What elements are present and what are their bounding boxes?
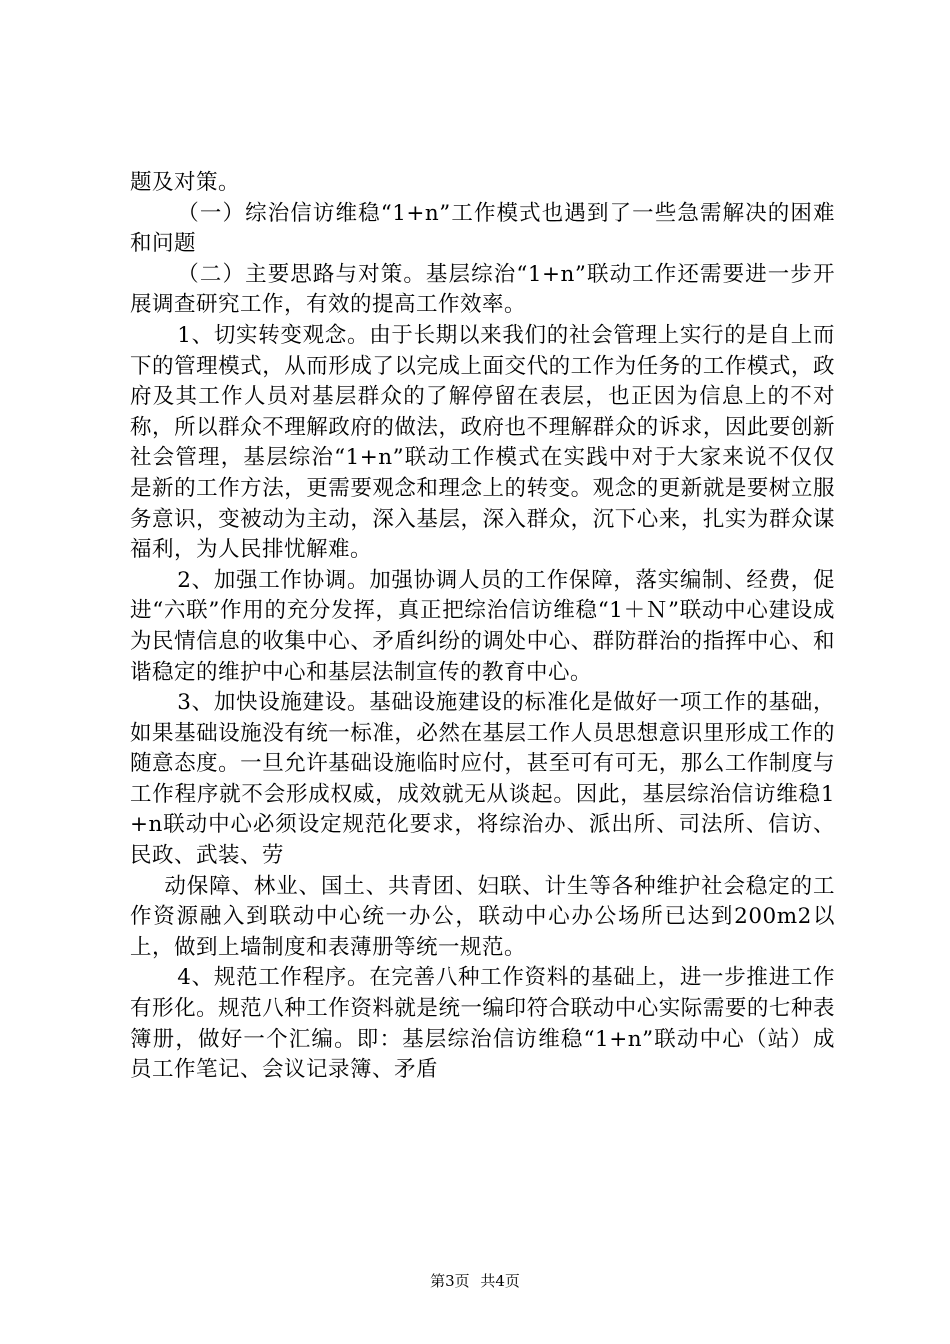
paragraph-6: 3、加快设施建设。基础设施建设的标准化是做好一项工作的基础，如果基础设施没有统一标准，必然在基层工作人员思想意识里形成工作的随意态度。一旦允许基础设施临时应付，甚至可有可无，那么工作制度与工作程序就不会形成权威，成效就无从谈起。因此，基层综治信访维稳1+n联动中心必须设定规范化要求，将综治办、派出所、司法所、信访、民政、武装、劳: [130, 690, 835, 869]
page-total: 共4页: [480, 1272, 520, 1290]
paragraph-1: 题及对策。: [130, 170, 241, 195]
paragraph-5: 2、加强工作协调。加强协调人员的工作保障，落实编制、经费，促进“六联”作用的充分发挥，真正把综治信访维稳“1＋Ｎ”联动中心建设成为民情信息的收集中心、矛盾纠纷的调处中心、群防群治的指挥中心、和谐稳定的维护中心和基层法制宣传的教育中心。: [130, 567, 835, 685]
paragraph-4: 1、切实转变观念。由于长期以来我们的社会管理上实行的是自上而下的管理模式，从而形成了以完成上面交代的工作为任务的工作模式，政府及其工作人员对基层群众的了解停留在表层，也正因为信息上的不对称，所以群众不理解政府的做法，政府也不理解群众的诉求，因此要创新社会管理，基层综治“1+n”联动工作模式在实践中对于大家来说不仅仅是新的工作方法，更需要观念和理念上的转变。观念的更新就是要树立服务意识，变被动为主动，深入基层，深入群众，沉下心来，扎实为群众谋福利，为人民排忧解难。: [130, 322, 835, 563]
paragraph-8: 4、规范工作程序。在完善八种工作资料的基础上，进一步推进工作有形化。规范八种工作资料就是统一编印符合联动中心实际需要的七种表簿册，做好一个汇编。即：基层综治信访维稳“1+n”联动中心（站）成员工作笔记、会议记录簿、矛盾: [130, 965, 835, 1083]
document-body: [130, 168, 835, 1086]
paragraph-2: （一）综治信访维稳“1+n”工作模式也遇到了一些急需解决的困难和问题: [130, 200, 835, 257]
page-number: 第3页: [430, 1272, 470, 1290]
paragraph-3: （二）主要思路与对策。基层综治“1+n”联动工作还需要进一步开展调查研究工作，有效的提高工作效率。: [130, 261, 835, 318]
page-footer: [0, 1270, 950, 1291]
paragraph-7: 动保障、林业、国土、共青团、妇联、计生等各种维护社会稳定的工作资源融入到联动中心统一办公，联动中心办公场所已达到200m2以上，做到上墙制度和表薄册等统一规范。: [130, 873, 835, 960]
